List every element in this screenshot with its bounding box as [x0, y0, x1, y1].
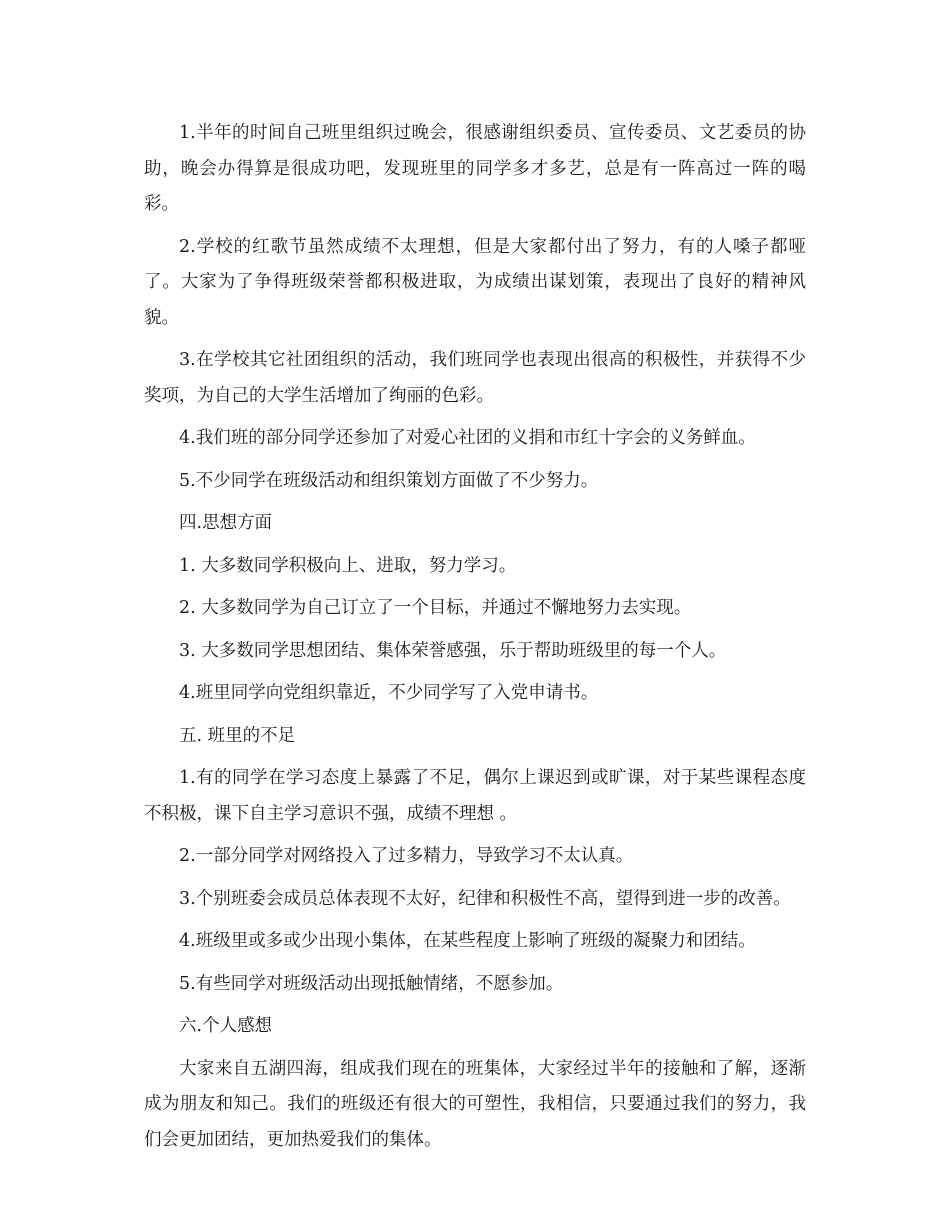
section-heading-shortcomings: 五. 班里的不足: [179, 725, 296, 746]
paragraph-shortcoming-1: 1.有的同学在学习态度上暴露了不足，偶尔上课迟到或旷课，对于某些课程态度不积极，课下自主学习意识不强，成绩不理想 。: [144, 768, 806, 824]
paragraph-thought-2: 2. 大多数同学为自己订立了一个目标，并通过不懈地努力去实现。: [179, 598, 692, 618]
paragraph-reflection: 大家来自五湖四海，组成我们现在的班集体，大家经过半年的接触和了解，逐渐成为朋友和知己。我们的班级还有很大的可塑性，我相信，只要通过我们的努力，我们会更加团结，更加热爱我们的集体。: [144, 1058, 806, 1150]
section-heading-thought: 四.思想方面: [179, 513, 273, 533]
paragraph-activity-2: 2.学校的红歌节虽然成绩不太理想，但是大家都付出了努力，有的人嗓子都哑了。大家为了争得班级荣誉都积极进取，为成绩出谋划策，表现出了良好的精神风貌。: [144, 236, 806, 328]
document-body: [144, 116, 806, 1165]
paragraph-thought-1: 1. 大多数同学积极向上、进取，努力学习。: [179, 555, 517, 576]
paragraph-thought-4: 4.班里同学向党组织靠近，不少同学写了入党申请书。: [179, 683, 599, 703]
paragraph-thought-3: 3. 大多数同学思想团结、集体荣誉感强，乐于帮助班级里的每一个人。: [179, 640, 727, 661]
paragraph-activity-4: 4.我们班的部分同学还参加了对爱心社团的义捐和市红十字会的义务鲜血。: [179, 428, 756, 448]
paragraph-activity-3: 3.在学校其它社团组织的活动，我们班同学也表现出很高的积极性，并获得不少奖项，为自己的大学生活增加了绚丽的色彩。: [144, 350, 806, 406]
paragraph-activity-5: 5.不少同学在班级活动和组织策划方面做了不少努力。: [179, 470, 599, 491]
section-heading-reflection: 六.个人感想: [179, 1016, 273, 1036]
paragraph-shortcoming-4: 4.班级里或多或少出现小集体，在某些程度上影响了班级的凝聚力和团结。: [179, 931, 756, 951]
paragraph-activity-1: 1.半年的时间自己班里组织过晚会，很感谢组织委员、宣传委员、文艺委员的协助，晚会办得算是很成功吧，发现班里的同学多才多艺，总是有一阵高过一阵的喝彩。: [144, 123, 806, 214]
paragraph-shortcoming-3: 3.个别班委会成员总体表现不太好，纪律和积极性不高，望得到进一步的改善。: [179, 888, 791, 909]
paragraph-shortcoming-5: 5.有些同学对班级活动出现抵触情绪，不愿参加。: [179, 973, 564, 994]
paragraph-shortcoming-2: 2.一部分同学对网络投入了过多精力，导致学习不太认真。: [179, 846, 634, 866]
